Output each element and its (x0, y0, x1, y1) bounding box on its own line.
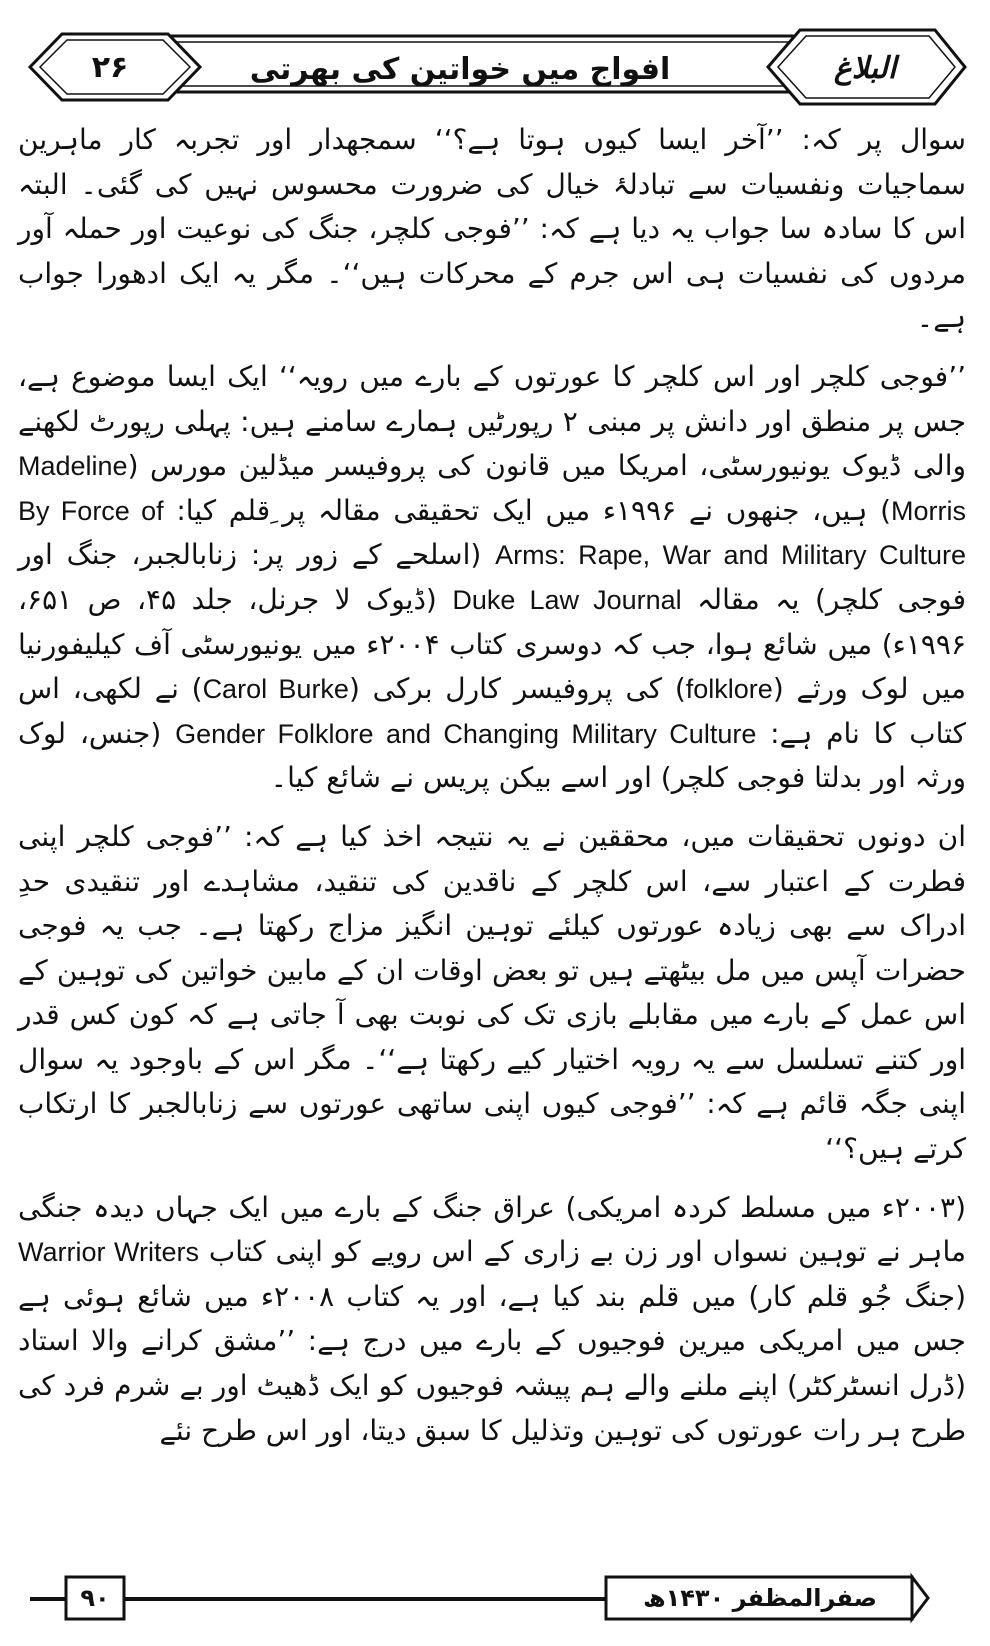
magazine-logo: البلاغ (833, 50, 897, 86)
urdu-text: ’’فوجی کلچر اور اس کلچر کا عورتوں کے بارے میں رویہ‘‘ ایک ایسا موضوع ہے، جس پر منطق اور دانش پر مبنی ۲ رپورٹیں ہمارے سامنے ہیں: پہلی رپورٹ لکھنے والی ڈیوک یونیورسٹی، امریکا میں قانون کی پروفیسر میڈلین مورس ( (18, 359, 967, 483)
urdu-text: (۲۰۰۳ء میں مسلط کردہ امریکی) عراق جنگ کے بارے میں ایک جہاں دیدہ جنگی ماہر نے توہین نسواں اور زن بے زاری کے اس رویے کو اپنی کتاب (18, 1190, 966, 1269)
english-title: Carol Burke (202, 674, 349, 705)
english-title: By Force of Arms: Rape, War and Military Culture (18, 495, 966, 571)
body-paragraph (18, 815, 966, 1172)
article-body (18, 118, 966, 1453)
body-paragraph (18, 118, 966, 341)
page-header (0, 0, 990, 120)
urdu-text: (ڈیوک لا جرنل، جلد ۴۵، ص ۶۵۱، ۱۹۹۶ء) میں شائع ہوا، جب کہ دوسری کتاب ۲۰۰۴ء میں یونیورسٹی آف کیلیفورنیا میں لوک ورثے ( (18, 582, 967, 706)
urdu-text: ) ہیں، جنھوں نے ۱۹۹۶ء میں ایک تحقیقی مقالہ پر ِقلم کیا: (163, 493, 891, 527)
urdu-text: (اسلحے کے زور پر: زنابالجبر، جنگ اور فوجی کلچر) یہ مقالہ (18, 538, 966, 616)
urdu-text: (جنس، لوک ورثہ اور بدلتا فوجی کلچر) اور اسے بیکن پریس نے شائع کیا۔ (18, 716, 966, 795)
english-title: Madeline Morris (18, 451, 966, 526)
body-paragraph (18, 355, 966, 801)
urdu-text: ) کی پروفیسر کارل برکی ( (348, 672, 686, 706)
english-title: Duke Law Journal (452, 584, 682, 615)
urdu-text: (جنگ جُو قلم کار) میں قلم بند کیا ہے، اور یہ کتاب ۲۰۰۸ء میں شائع ہوئی ہے جس میں امریکی میرین فوجیوں کے بارے میں درج ہے: ’’مشق کرانے والا استاد (ڈرل انسٹرکٹر) اپنے ملنے والے ہم پیشہ فوجیوں کو ایک ڈھیٹ اور بے شرم فرد کی طرح ہر رات عورتوں کی توہین وتذلیل کا سبق دیتا، اور اس طرح نئے (18, 1279, 966, 1447)
issue-date: صفرالمظفر ۱۴۳۰ھ (643, 1584, 877, 1612)
body-paragraph (18, 1186, 966, 1454)
english-title: Warrior Writers (18, 1237, 199, 1268)
english-title: folklore (685, 674, 773, 705)
urdu-text: ان دونوں تحقیقات میں، محققین نے یہ نتیجہ اخذ کیا ہے کہ: ’’فوجی کلچر اپنی فطرت کے اعتبار سے، اس کلچر کے ناقدین کی تنقید، مشاہدے اور تنقیدی حدِ ادراک سے بھی زیادہ عورتوں کیلئے توہین انگیز مزاج رکھتا ہے۔ جب یہ فوجی حضرات آپس میں مل بیٹھتے ہیں تو بعض اوقات ان کے مابین خواتین کی توہین کے اس عمل کے بارے میں مقابلے بازی تک کی نوبت بھی آ جاتی ہے کہ کون کس قدر اور کتنے تسلسل سے یہ رویہ اختیار کیے رکھتا ہے‘‘۔ مگر اس کے باوجود یہ سوال اپنی جگہ قائم ہے کہ: ’’فوجی کیوں اپنی ساتھی عورتوں سے زنابالجبر کا ارتکاب کرتے ہیں؟‘‘ (18, 819, 966, 1166)
footer-page-number: ۹۰ (80, 1584, 110, 1612)
page-footer (0, 1565, 990, 1635)
header-page-number: ۲۶ (91, 49, 129, 85)
article-title: افواج میں خواتین کی بھرتی (249, 52, 671, 87)
urdu-text: سوال پر کہ: ’’آخر ایسا کیوں ہوتا ہے؟‘‘ سمجھدار اور تجربہ کار ماہرین سماجیات ونفسیات سے تبادلۂ خیال کی ضرورت محسوس نہیں کی گئی۔ البتہ اس کا سادہ سا جواب یہ دیا ہے کہ: ’’فوجی کلچر، جنگ کی نوعیت اور حملہ آور مردوں کی نفسیات ہی اس جرم کے محرکات ہیں‘‘۔ مگر یہ ایک ادھورا جواب ہے۔ (18, 123, 966, 335)
urdu-text: ) نے لکھی، اس کتاب کا نام ہے: (18, 672, 966, 750)
english-title: Gender Folklore and Changing Military Culture (175, 718, 757, 749)
